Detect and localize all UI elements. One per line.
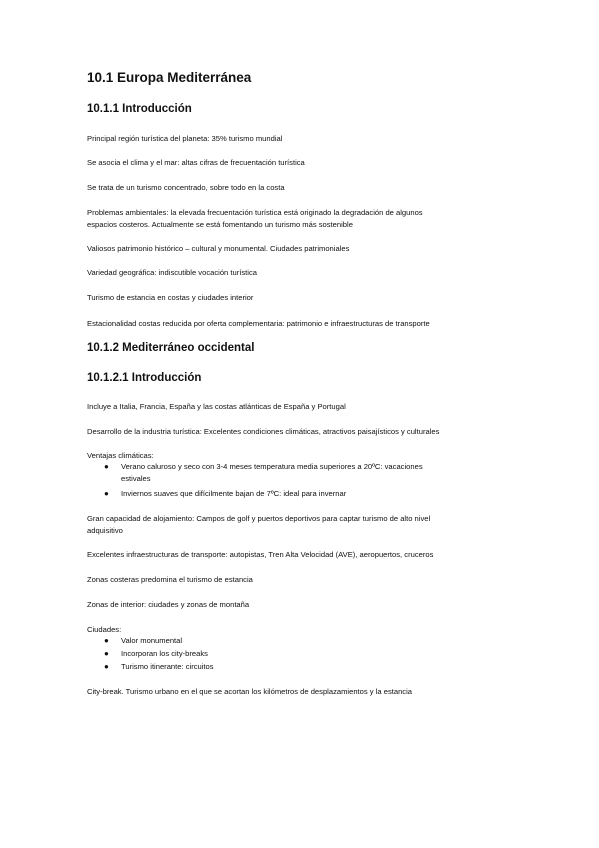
paragraph-line: adquisitivo (87, 525, 123, 535)
paragraph (87, 513, 430, 536)
bullet-icon: ● (104, 489, 109, 498)
paragraph: Principal región turística del planeta: 35% turismo mundial (87, 134, 283, 143)
bullet-icon: ● (104, 662, 109, 671)
list-item-line: estivales (121, 473, 151, 483)
paragraph: Se asocia el clima y el mar: altas cifras de frecuentación turística (87, 158, 305, 167)
paragraph: Se trata de un turismo concentrado, sobre todo en la costa (87, 183, 285, 192)
list-item-line: Verano caluroso y seco con 3-4 meses temperatura media superiores a 20ºC: vacaciones (121, 462, 423, 471)
paragraph: Estacionalidad costas reducida por oferta complementaria: patrimonio e infraestructuras de transporte (87, 319, 430, 328)
paragraph: Desarrollo de la industria turística: Excelentes condiciones climáticas, atractivos paisajísticos y culturales (87, 427, 440, 436)
paragraph: Zonas costeras predomina el turismo de estancia (87, 575, 253, 584)
paragraph-line: Gran capacidad de alojamiento: Campos de golf y puertos deportivos para captar turismo de alto nivel (87, 514, 431, 523)
paragraph: City-break. Turismo urbano en el que se acortan los kilómetros de desplazamientos y la estancia (87, 687, 413, 696)
list-item: Inviernos suaves que difícilmente bajan de 7ºC: ideal para invernar (121, 489, 347, 498)
bullet-icon: ● (104, 462, 109, 471)
list-item: Incorporan los city-breaks (121, 649, 208, 658)
paragraph: Excelentes infraestructuras de transporte: autopistas, Tren Alta Velocidad (AVE), aeropuertos, cruceros (87, 550, 434, 559)
list-label: Ciudades: (87, 625, 122, 634)
bullet-icon: ● (104, 636, 109, 645)
subsection-heading-intro: 10.1.1 Introducción (87, 103, 192, 115)
paragraph: Turismo de estancia en costas y ciudades interior (87, 293, 254, 302)
subsubsection-heading-intro: 10.1.2.1 Introducción (87, 372, 202, 384)
paragraph: Variedad geográfica: indiscutible vocación turística (87, 268, 257, 277)
paragraph: Zonas de interior: ciudades y zonas de montaña (87, 600, 250, 609)
paragraph (87, 207, 423, 230)
list-item: Valor monumental (121, 636, 183, 645)
paragraph-line: Problemas ambientales: la elevada frecuentación turística está originado la degradación de algunos (87, 208, 423, 217)
list-item (121, 461, 423, 484)
list-item: Turismo itinerante: circuitos (121, 662, 214, 671)
subsection-heading-occidental: 10.1.2 Mediterráneo occidental (87, 342, 255, 354)
paragraph: Incluye a Italia, Francia, España y las costas atlánticas de España y Portugal (87, 402, 346, 411)
paragraph-line: espacios costeros. Actualmente se está fomentando un turismo más sostenible (87, 219, 353, 229)
bullet-icon: ● (104, 649, 109, 658)
list-label: Ventajas climáticas: (87, 451, 154, 460)
paragraph: Valiosos patrimonio histórico – cultural y monumental. Ciudades patrimoniales (87, 244, 350, 253)
section-heading: 10.1 Europa Mediterránea (87, 70, 252, 85)
